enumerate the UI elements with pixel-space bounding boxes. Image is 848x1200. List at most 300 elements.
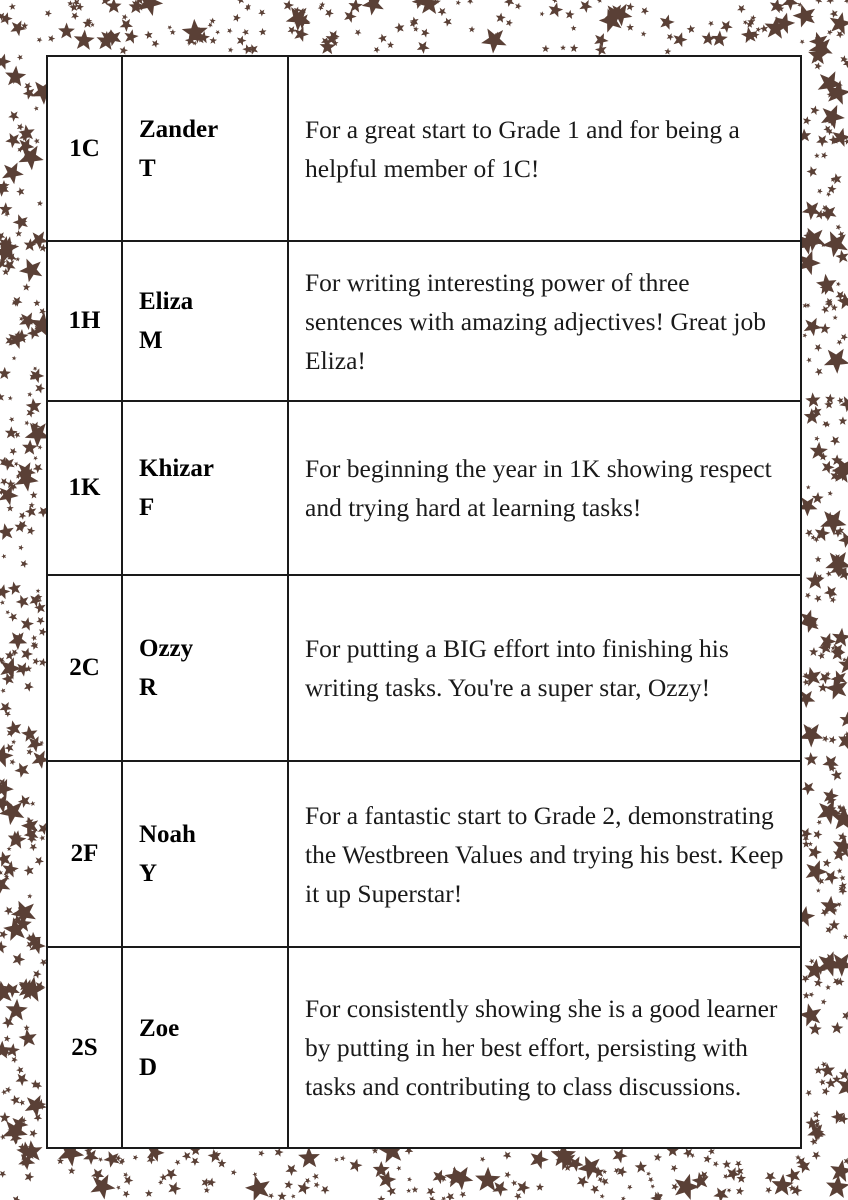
- star-icon: [387, 41, 394, 48]
- star-icon: [288, 26, 297, 35]
- star-icon: [325, 9, 334, 18]
- star-icon: [24, 865, 34, 876]
- star-icon: [814, 595, 822, 603]
- student-first-name: Eliza: [139, 288, 194, 315]
- star-icon: [34, 138, 40, 144]
- star-icon: [24, 682, 34, 692]
- star-icon: [0, 941, 7, 954]
- star-icon: [830, 436, 840, 446]
- star-icon: [209, 37, 217, 45]
- star-icon: [236, 0, 244, 4]
- student-initial: D: [139, 1053, 158, 1081]
- star-icon: [312, 1173, 319, 1180]
- star-icon: [120, 19, 133, 32]
- star-icon: [74, 30, 95, 50]
- star-icon: [144, 31, 152, 39]
- star-icon: [123, 1191, 130, 1198]
- star-icon: [830, 12, 848, 35]
- star-icon: [123, 1172, 129, 1178]
- star-icon: [720, 21, 733, 33]
- star-icon: [822, 461, 835, 474]
- star-icon: [646, 1171, 651, 1176]
- star-icon: [20, 560, 28, 568]
- star-icon: [17, 54, 23, 60]
- star-icon: [819, 1079, 826, 1086]
- star-icon: [377, 1195, 385, 1200]
- star-icon: [106, 0, 122, 13]
- star-icon: [821, 205, 837, 221]
- star-icon: [168, 1182, 181, 1195]
- star-icon: [407, 1177, 412, 1182]
- star-icon: [765, 1172, 776, 1183]
- star-icon: [635, 1161, 648, 1173]
- star-icon: [515, 3, 522, 10]
- star-icon: [37, 200, 43, 206]
- star-icon: [840, 712, 848, 727]
- star-icon: [145, 1189, 153, 1197]
- star-icon: [723, 1174, 729, 1180]
- star-icon: [667, 33, 674, 41]
- star-icon: [765, 1187, 772, 1194]
- star-icon: [1, 457, 15, 471]
- star-icon: [2, 1017, 14, 1029]
- star-icon: [11, 1056, 18, 1063]
- star-icon: [374, 47, 381, 54]
- star-icon: [801, 782, 815, 795]
- star-icon: [650, 1184, 655, 1189]
- star-icon: [480, 1157, 486, 1163]
- star-icon: [815, 0, 822, 4]
- star-icon: [21, 648, 33, 660]
- star-icon: [25, 506, 37, 518]
- award-message: For writing interesting power of three sentences with amazing adjectives! Great job Eliza!: [288, 241, 801, 401]
- star-icon: [808, 845, 822, 859]
- star-icon: [120, 46, 129, 55]
- star-icon: [672, 1183, 680, 1191]
- student-first-name: Noah: [139, 821, 196, 848]
- star-icon: [13, 214, 28, 230]
- star-icon: [12, 356, 17, 361]
- star-icon: [35, 383, 45, 393]
- star-icon: [496, 13, 506, 23]
- star-icon: [595, 44, 607, 56]
- star-icon: [826, 0, 834, 4]
- star-icon: [25, 420, 30, 425]
- star-icon: [4, 1035, 11, 1042]
- star-icon: [14, 462, 19, 467]
- star-icon: [807, 166, 818, 177]
- star-icon: [36, 617, 45, 625]
- star-icon: [549, 2, 564, 17]
- student-name-cell: [122, 575, 288, 761]
- star-icon: [24, 82, 32, 90]
- star-icon: [48, 35, 55, 42]
- student-initial: Y: [139, 860, 158, 887]
- star-icon: [504, 0, 514, 7]
- star-icon: [735, 1161, 742, 1168]
- student-name-cell: [122, 241, 288, 401]
- star-icon: [782, 0, 799, 11]
- star-icon: [818, 951, 842, 976]
- star-icon: [7, 505, 14, 512]
- star-icon: [829, 736, 837, 744]
- star-icon: [579, 0, 592, 13]
- star-icon: [29, 1129, 37, 1137]
- star-icon: [565, 10, 574, 19]
- star-icon: [71, 12, 79, 20]
- star-icon: [116, 1185, 121, 1190]
- class-cell: 2F: [47, 761, 122, 947]
- star-icon: [822, 735, 829, 742]
- star-icon: [481, 29, 507, 54]
- star-icon: [29, 844, 37, 852]
- student-name-cell: [122, 56, 288, 241]
- star-icon: [215, 30, 220, 35]
- star-icon: [833, 315, 838, 320]
- star-icon: [793, 4, 816, 28]
- star-icon: [443, 18, 452, 27]
- star-icon: [340, 1155, 346, 1161]
- star-icon: [2, 861, 19, 878]
- award-message: For a fantastic start to Grade 2, demonstrating the Westbreen Values and trying his best. Keep it up Superstar!: [288, 761, 801, 947]
- star-icon: [791, 1185, 802, 1197]
- star-icon: [815, 556, 822, 563]
- star-icon: [446, 1193, 455, 1200]
- star-icon: [799, 724, 824, 748]
- star-icon: [33, 367, 38, 372]
- star-icon: [387, 1186, 396, 1196]
- student-first-name: Khizar: [139, 455, 214, 482]
- star-icon: [237, 36, 247, 46]
- star-icon: [411, 1186, 418, 1193]
- student-name-cell: [122, 401, 288, 575]
- student-initial: R: [139, 674, 158, 701]
- star-icon: [122, 14, 128, 20]
- star-icon: [641, 7, 649, 15]
- star-icon: [0, 54, 11, 70]
- star-icon: [362, 0, 384, 16]
- star-icon: [38, 445, 43, 450]
- star-icon: [167, 25, 172, 30]
- star-icon: [242, 29, 249, 36]
- star-icon: [459, 1191, 466, 1198]
- star-icon: [590, 1185, 599, 1194]
- star-icon: [492, 1181, 508, 1197]
- star-icon: [355, 29, 362, 36]
- star-icon: [816, 135, 828, 147]
- star-icon: [713, 1188, 728, 1200]
- star-icon: [0, 1171, 6, 1178]
- star-icon: [810, 106, 819, 116]
- star-icon: [818, 683, 828, 693]
- star-icon: [35, 857, 44, 866]
- star-icon: [5, 133, 20, 148]
- star-icon: [2, 163, 24, 185]
- star-icon: [713, 1161, 719, 1167]
- star-icon: [830, 597, 837, 604]
- star-icon: [258, 1150, 264, 1157]
- star-icon: [334, 1157, 339, 1162]
- star-icon: [577, 1176, 589, 1188]
- star-icon: [33, 464, 43, 474]
- star-icon: [27, 392, 32, 397]
- star-icon: [8, 111, 19, 122]
- star-icon: [33, 299, 40, 306]
- star-icon: [0, 851, 11, 867]
- star-icon: [33, 658, 40, 666]
- star-icon: [837, 397, 844, 404]
- star-icon: [21, 617, 34, 631]
- star-icon: [25, 1095, 47, 1117]
- star-icon: [0, 870, 3, 875]
- student-name-cell: [122, 761, 288, 947]
- star-icon: [626, 23, 634, 30]
- star-icon: [814, 978, 823, 987]
- star-icon: [804, 752, 818, 766]
- star-icon: [822, 421, 829, 428]
- star-icon: [421, 29, 430, 38]
- star-icon: [210, 18, 216, 24]
- star-icon: [837, 868, 843, 874]
- star-icon: [751, 15, 757, 21]
- star-icon: [0, 523, 14, 540]
- star-icon: [841, 334, 848, 342]
- star-icon: [600, 1194, 605, 1199]
- star-icon: [831, 173, 842, 184]
- star-icon: [814, 830, 823, 840]
- star-icon: [0, 688, 5, 693]
- star-icon: [514, 1193, 522, 1200]
- star-icon: [5, 1086, 12, 1093]
- star-icon: [27, 527, 35, 536]
- star-icon: [277, 1192, 286, 1200]
- star-icon: [124, 1176, 134, 1186]
- star-icon: [5, 743, 14, 752]
- star-icon: [825, 394, 835, 404]
- star-icon: [16, 257, 21, 262]
- star-icon: [34, 1114, 42, 1122]
- star-icon: [815, 62, 823, 70]
- star-icon: [318, 5, 324, 11]
- star-icon: [820, 323, 831, 334]
- star-icon: [0, 1112, 10, 1123]
- star-icon: [814, 1066, 822, 1074]
- star-icon: [832, 128, 848, 147]
- star-icon: [182, 1152, 191, 1161]
- star-icon: [245, 1175, 270, 1200]
- star-icon: [836, 250, 848, 263]
- star-icon: [11, 739, 16, 744]
- star-icon: [6, 999, 28, 1021]
- student-initial: T: [139, 154, 156, 182]
- star-icon: [814, 153, 820, 158]
- star-icon: [305, 1178, 311, 1184]
- star-icon: [702, 32, 716, 46]
- star-icon: [17, 123, 24, 131]
- star-icon: [467, 0, 473, 5]
- star-icon: [252, 1172, 257, 1177]
- star-icon: [836, 224, 842, 230]
- star-icon: [5, 610, 10, 615]
- star-icon: [227, 28, 233, 34]
- star-icon: [824, 586, 837, 599]
- award-message: For putting a BIG effort into finishing his writing tasks. You're a super star, Ozzy!: [288, 575, 801, 761]
- star-icon: [818, 652, 825, 660]
- star-icon: [58, 23, 75, 39]
- star-icon: [8, 830, 27, 849]
- star-icon: [0, 702, 12, 714]
- star-icon: [14, 763, 29, 778]
- class-cell: 1H: [47, 241, 122, 401]
- awards-table: [46, 55, 802, 1149]
- star-icon: [654, 1153, 662, 1161]
- star-icon: [831, 1022, 843, 1034]
- star-icon: [19, 1029, 37, 1047]
- star-icon: [703, 1155, 711, 1163]
- star-icon: [803, 116, 812, 125]
- star-icon: [8, 613, 17, 622]
- star-icon: [9, 3, 16, 10]
- star-icon: [159, 1173, 167, 1181]
- star-icon: [429, 1196, 436, 1200]
- star-icon: [4, 907, 13, 916]
- star-icon: [571, 25, 577, 31]
- star-icon: [822, 1087, 830, 1095]
- star-icon: [832, 628, 848, 647]
- star-icon: [9, 632, 28, 650]
- star-icon: [34, 106, 39, 111]
- star-icon: [552, 0, 557, 3]
- star-icon: [133, 1155, 139, 1161]
- star-icon: [825, 984, 831, 990]
- star-icon: [298, 1181, 311, 1194]
- class-cell: 2S: [47, 947, 122, 1148]
- star-icon: [511, 1180, 517, 1186]
- star-icon: [671, 1165, 678, 1172]
- star-icon: [540, 11, 545, 16]
- star-icon: [843, 934, 848, 940]
- star-icon: [396, 1166, 401, 1171]
- star-icon: [806, 485, 811, 490]
- star-icon: [152, 40, 160, 48]
- star-icon: [174, 1160, 180, 1166]
- award-row: [47, 56, 801, 241]
- star-icon: [456, 0, 461, 5]
- student-name-cell: [122, 947, 288, 1148]
- star-icon: [394, 23, 404, 33]
- star-icon: [16, 187, 24, 196]
- class-cell: 1C: [47, 56, 122, 241]
- star-icon: [16, 1066, 24, 1074]
- star-icon: [0, 600, 5, 605]
- star-icon: [648, 1177, 654, 1183]
- star-icon: [2, 259, 15, 272]
- star-icon: [805, 529, 813, 537]
- star-icon: [823, 859, 832, 868]
- award-message: For a great start to Grade 1 and for being a helpful member of 1C!: [288, 56, 801, 241]
- star-icon: [98, 1157, 103, 1162]
- star-icon: [344, 10, 357, 23]
- star-icon: [597, 0, 602, 3]
- star-icon: [39, 835, 45, 841]
- star-icon: [228, 47, 234, 53]
- star-icon: [433, 1170, 447, 1185]
- star-icon: [9, 448, 17, 456]
- star-icon: [722, 1160, 731, 1169]
- star-icon: [839, 396, 848, 412]
- star-icon: [805, 593, 811, 599]
- star-icon: [736, 1187, 744, 1195]
- star-icon: [737, 5, 746, 13]
- star-icon: [258, 9, 265, 16]
- star-icon: [83, 1150, 99, 1165]
- star-icon: [530, 1150, 549, 1169]
- star-icon: [1, 554, 6, 559]
- star-icon: [170, 29, 176, 35]
- star-icon: [816, 888, 821, 893]
- star-icon: [68, 1167, 76, 1174]
- star-icon: [806, 860, 828, 883]
- star-icon: [0, 367, 11, 379]
- star-icon: [836, 282, 841, 287]
- student-first-name: Zander: [139, 115, 219, 143]
- star-icon: [542, 45, 550, 53]
- star-icon: [802, 679, 809, 686]
- star-icon: [294, 27, 309, 42]
- star-icon: [33, 456, 38, 461]
- star-icon: [19, 545, 24, 551]
- star-icon: [36, 588, 41, 593]
- star-icon: [826, 192, 831, 197]
- star-icon: [809, 647, 818, 656]
- star-icon: [803, 992, 810, 999]
- star-icon: [268, 1193, 274, 1199]
- star-icon: [842, 1011, 848, 1020]
- star-icon: [1, 1089, 7, 1095]
- star-icon: [37, 37, 43, 43]
- class-cell: 1K: [47, 401, 122, 575]
- star-icon: [233, 14, 241, 22]
- star-icon: [417, 41, 430, 54]
- star-icon: [727, 1188, 732, 1193]
- star-icon: [91, 1174, 116, 1199]
- star-icon: [815, 436, 820, 442]
- star-icon: [8, 582, 21, 596]
- award-message: For consistently showing she is a good learner by putting in her best effort, persisting with tasks and contributing to class discussions.: [288, 947, 801, 1148]
- star-icon: [426, 1187, 435, 1196]
- star-icon: [626, 3, 634, 11]
- star-icon: [10, 1095, 20, 1105]
- award-row: [47, 947, 801, 1148]
- star-icon: [673, 32, 687, 47]
- star-icon: [8, 396, 13, 401]
- star-icon: [30, 491, 38, 499]
- star-icon: [816, 820, 821, 825]
- star-icon: [815, 368, 823, 376]
- star-icon: [683, 1148, 693, 1158]
- star-icon: [660, 15, 675, 30]
- star-icon: [27, 748, 34, 755]
- star-icon: [687, 25, 696, 34]
- star-icon: [836, 340, 842, 346]
- star-icon: [5, 66, 26, 87]
- star-icon: [165, 1169, 177, 1181]
- star-icon: [821, 306, 829, 314]
- star-icon: [13, 953, 26, 966]
- star-icon: [0, 584, 10, 599]
- star-icon: [0, 478, 8, 486]
- star-icon: [621, 1196, 626, 1200]
